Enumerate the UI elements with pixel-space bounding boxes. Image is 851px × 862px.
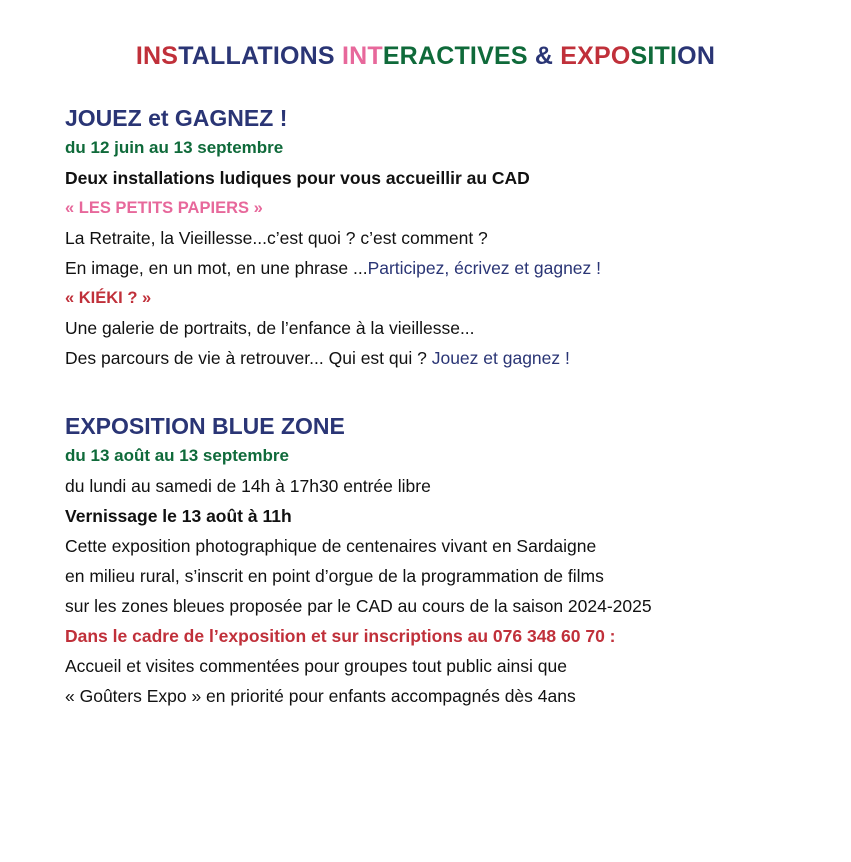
section-dates: du 13 août au 13 septembre [65, 446, 289, 465]
section-spacer [65, 373, 825, 411]
item-text-part: Des parcours de vie à retrouver... Qui est qui ? [65, 348, 432, 368]
section-exposition-blue-zone [65, 411, 825, 711]
item-title-petits-papiers: « LES PETITS PAPIERS » [65, 199, 263, 217]
title-segment: EXPO [560, 42, 631, 70]
title-segment: TALLATIONS [178, 42, 342, 70]
item-text: Une galerie de portraits, de l’enfance à la vieillesse... [65, 318, 475, 338]
call-to-action: Jouez et gagnez ! [431, 348, 570, 368]
visits-text: « Goûters Expo » en priorité pour enfants accompagnés dès 4ans [65, 686, 576, 706]
section-jouez-gagnez [65, 103, 825, 373]
section-heading: EXPOSITION BLUE ZONE [65, 413, 345, 439]
visits-text: Accueil et visites commentées pour groupes tout public ainsi que [65, 656, 567, 676]
title-segment: SITI [630, 42, 678, 70]
item-text [65, 253, 825, 283]
item-text: La Retraite, la Vieillesse...c’est quoi ? c’est comment ? [65, 228, 488, 248]
item-title-kieki: « KIÉKI ? » [65, 289, 152, 307]
title-segment: & [527, 42, 561, 70]
section-intro: Deux installations ludiques pour vous accueillir au CAD [65, 168, 530, 188]
description-text: sur les zones bleues proposée par le CAD au cours de la saison 2024-2025 [65, 596, 652, 616]
title-segment: ON [677, 42, 716, 70]
description-text: Cette exposition photographique de centenaires vivant en Sardaigne [65, 536, 597, 556]
title-segment: ERACTIVES [382, 42, 528, 70]
registration-notice: Dans le cadre de l’exposition et sur inscriptions au 076 348 60 70 : [65, 626, 616, 646]
vernissage: Vernissage le 13 août à 11h [65, 506, 292, 526]
description-text: en milieu rural, s’inscrit en point d’orgue de la programmation de films [65, 566, 604, 586]
call-to-action: Participez, écrivez et gagnez ! [367, 258, 602, 278]
title-segment: INS [135, 42, 179, 70]
main-title [0, 42, 851, 71]
title-segment: INT [341, 42, 383, 70]
item-text [65, 343, 825, 373]
section-heading: JOUEZ et GAGNEZ ! [65, 105, 288, 131]
content [65, 103, 825, 711]
item-text-part: En image, en un mot, en une phrase ... [65, 258, 368, 278]
section-dates: du 12 juin au 13 septembre [65, 138, 284, 157]
opening-hours: du lundi au samedi de 14h à 17h30 entrée libre [65, 476, 431, 496]
